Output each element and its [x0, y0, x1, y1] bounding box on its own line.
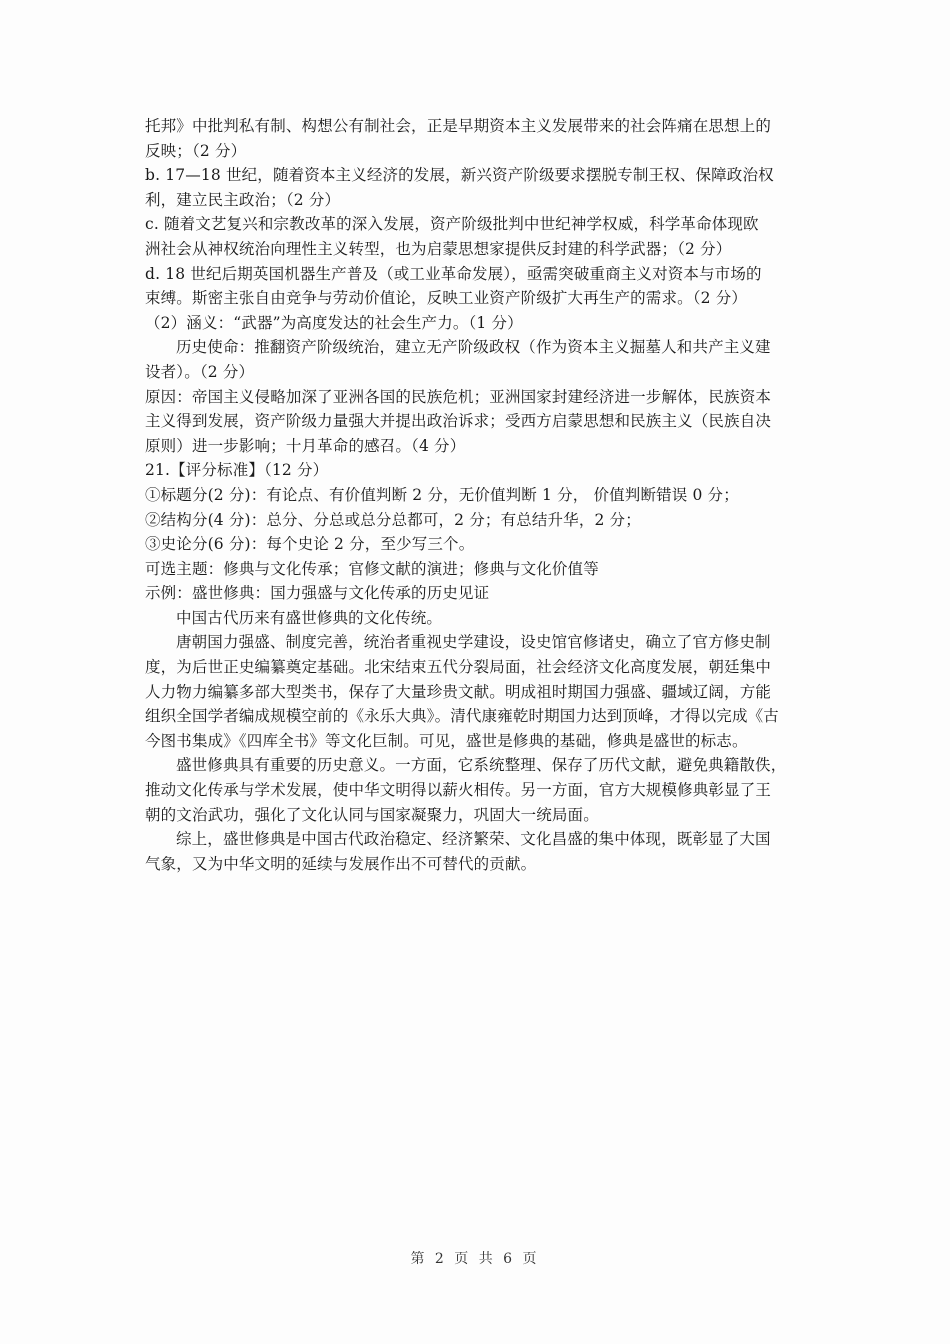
text-line: 盛世修典具有重要的历史意义。一方面，它系统整理、保存了历代文献，避免典籍散佚，: [176, 756, 787, 775]
text-line: 组织全国学者编成规模空前的《永乐大典》。清代康雍乾时期国力达到顶峰，才得以完成《古: [145, 707, 779, 726]
text-line: 21.【评分标准】（12 分）: [145, 461, 329, 480]
text-line: 人力物力编纂多部大型类书，保存了大量珍贵文献。明成祖时期国力强盛、疆域辽阔，方能: [145, 682, 772, 701]
text-line: 束缚。斯密主张自由竞争与劳动价值论，反映工业资产阶级扩大再生产的需求。（2 分）: [145, 289, 748, 308]
text-line: （2）涵义：“武器”为高度发达的社会生产力。（1 分）: [145, 313, 523, 332]
text-line: 可选主题：修典与文化传承；官修文献的演进；修典与文化价值等: [145, 559, 599, 578]
text-line: ③史论分(6 分)：每个史论 2 分，至少写三个。: [145, 535, 475, 554]
text-line: 原因：帝国主义侵略加深了亚洲各国的民族危机；亚洲国家封建经济进一步解体，民族资本: [145, 387, 772, 406]
text-line: 综上，盛世修典是中国古代政治稳定、经济繁荣、文化昌盛的集中体现，既彰显了大国: [176, 830, 771, 849]
text-line: 度，为后世正史编纂奠定基础。北宋结束五代分裂局面，社会经济文化高度发展，朝廷集中: [145, 658, 772, 677]
text-line: 朝的文治武功，强化了文化认同与国家凝聚力，巩固大一统局面。: [145, 805, 599, 824]
text-line: ②结构分(4 分)：总分、分总或总分总都可，2 分；有总结升华，2 分；: [145, 510, 641, 529]
text-line: c. 随着文艺复兴和宗教改革的深入发展，资产阶级批判中世纪神学权威，科学革命体现欧: [145, 215, 759, 234]
text-line: 设者）。（2 分）: [145, 362, 255, 381]
text-line: 今图书集成》《四库全书》等文化巨制。可见，盛世是修典的基础，修典是盛世的标志。: [145, 731, 748, 750]
text-line: 洲社会从神权统治向理性主义转型，也为启蒙思想家提供反封建的科学武器；（2 分）: [145, 239, 732, 258]
text-line: ①标题分(2 分)：有论点、有价值判断 2 分，无价值判断 1 分， 价值判断错误 0 分；: [145, 485, 739, 504]
text-line: d. 18 世纪后期英国机器生产普及（或工业革命发展），亟需突破重商主义对资本与市场的: [145, 264, 762, 283]
text-line: 主义得到发展，资产阶级力量强大并提出政治诉求；受西方启蒙思想和民族主义（民族自决: [145, 412, 772, 431]
text-line: b. 17—18 世纪，随着资本主义经济的发展，新兴资产阶级要求摆脱专制王权、保障政治权: [145, 166, 774, 185]
text-line: 中国古代历来有盛世修典的文化传统。: [176, 608, 443, 627]
text-line: 推动文化传承与学术发展，使中华文明得以薪火相传。另一方面，官方大规模修典彰显了王: [145, 781, 772, 800]
text-line: 气象，又为中华文明的延续与发展作出不可替代的贡献。: [145, 854, 537, 873]
text-line: 托邦》中批判私有制、构想公有制社会，正是早期资本主义发展带来的社会阵痛在思想上的: [145, 117, 772, 135]
text-line: 反映；（2 分）: [145, 141, 247, 160]
text-line: 唐朝国力强盛、制度完善，统治者重视史学建设，设史馆官修诸史，确立了官方修史制: [176, 633, 771, 652]
text-line: 原则）进一步影响；十月革命的感召。（4 分）: [145, 436, 466, 455]
text-line: 利，建立民主政治；（2 分）: [145, 190, 341, 209]
text-line: 历史使命：推翻资产阶级统治，建立无产阶级政权（作为资本主义掘墓人和共产主义建: [176, 338, 771, 357]
answer-text-block: [145, 114, 815, 876]
page-footer: 第 2 页 共 6 页: [410, 1251, 540, 1267]
text-line: 示例：盛世修典：国力强盛与文化传承的历史见证: [145, 584, 490, 603]
